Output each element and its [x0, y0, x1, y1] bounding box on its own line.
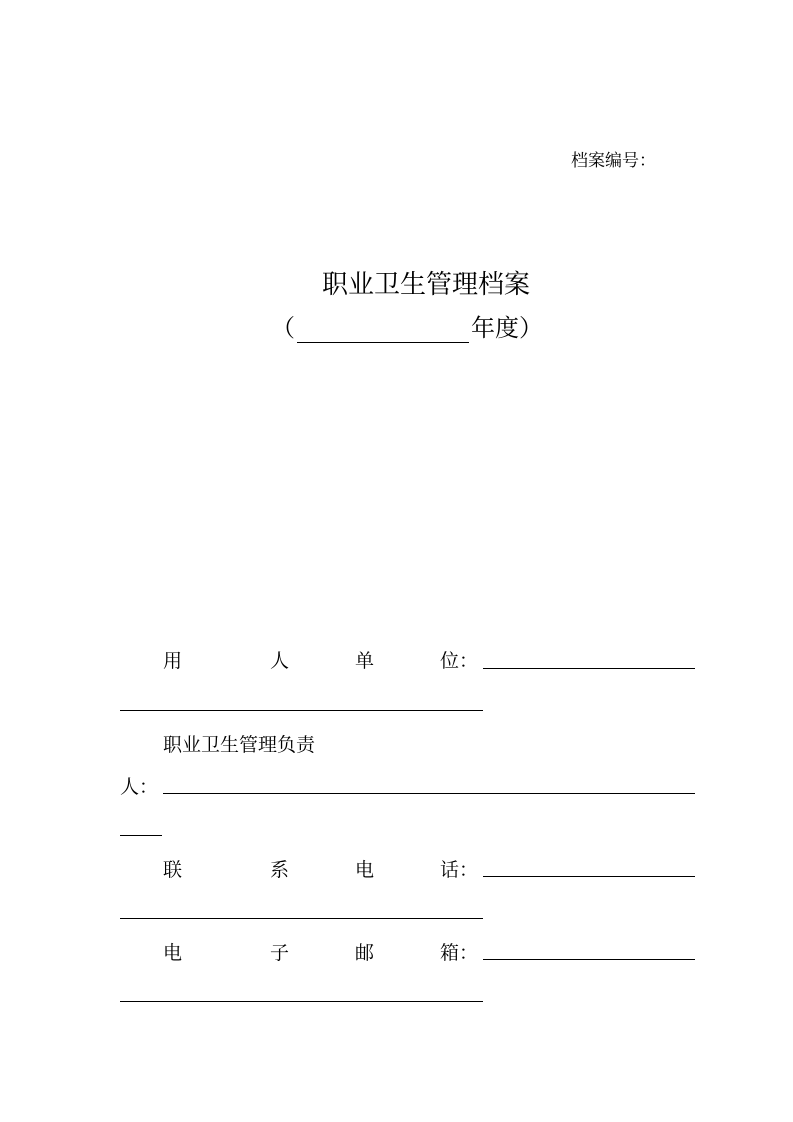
phone-char-1: 联	[163, 859, 183, 881]
phone-line-2[interactable]	[120, 918, 483, 919]
archive-number-label: 档案编号：	[571, 151, 656, 171]
phone-line-1[interactable]	[483, 876, 695, 877]
document-title: 职业卫生管理档案	[321, 270, 530, 300]
year-suffix: 年度）	[471, 314, 543, 342]
email-line-2[interactable]	[120, 1001, 483, 1002]
manager-label-line2: 人：	[120, 776, 159, 798]
email-char-1: 电	[163, 942, 183, 964]
manager-line-2[interactable]	[120, 835, 162, 836]
email-line-1[interactable]	[483, 959, 695, 960]
year-open-paren: （	[271, 314, 295, 342]
employer-line-2[interactable]	[120, 710, 483, 711]
year-blank[interactable]	[297, 316, 469, 343]
manager-line-1[interactable]	[163, 793, 695, 794]
phone-char-3: 电	[355, 859, 375, 881]
employer-line-1[interactable]	[483, 668, 695, 669]
employer-char-3: 单	[355, 650, 375, 672]
phone-char-2: 系	[270, 859, 290, 881]
employer-char-2: 人	[270, 650, 290, 672]
phone-char-4: 话：	[440, 859, 479, 881]
email-char-2: 子	[270, 942, 290, 964]
employer-char-4: 位：	[440, 650, 479, 672]
manager-label-line1: 职业卫生管理负责	[163, 734, 316, 756]
email-char-3: 邮	[355, 942, 375, 964]
employer-char-1: 用	[163, 650, 183, 672]
email-char-4: 箱：	[440, 942, 479, 964]
year-row	[271, 308, 543, 343]
